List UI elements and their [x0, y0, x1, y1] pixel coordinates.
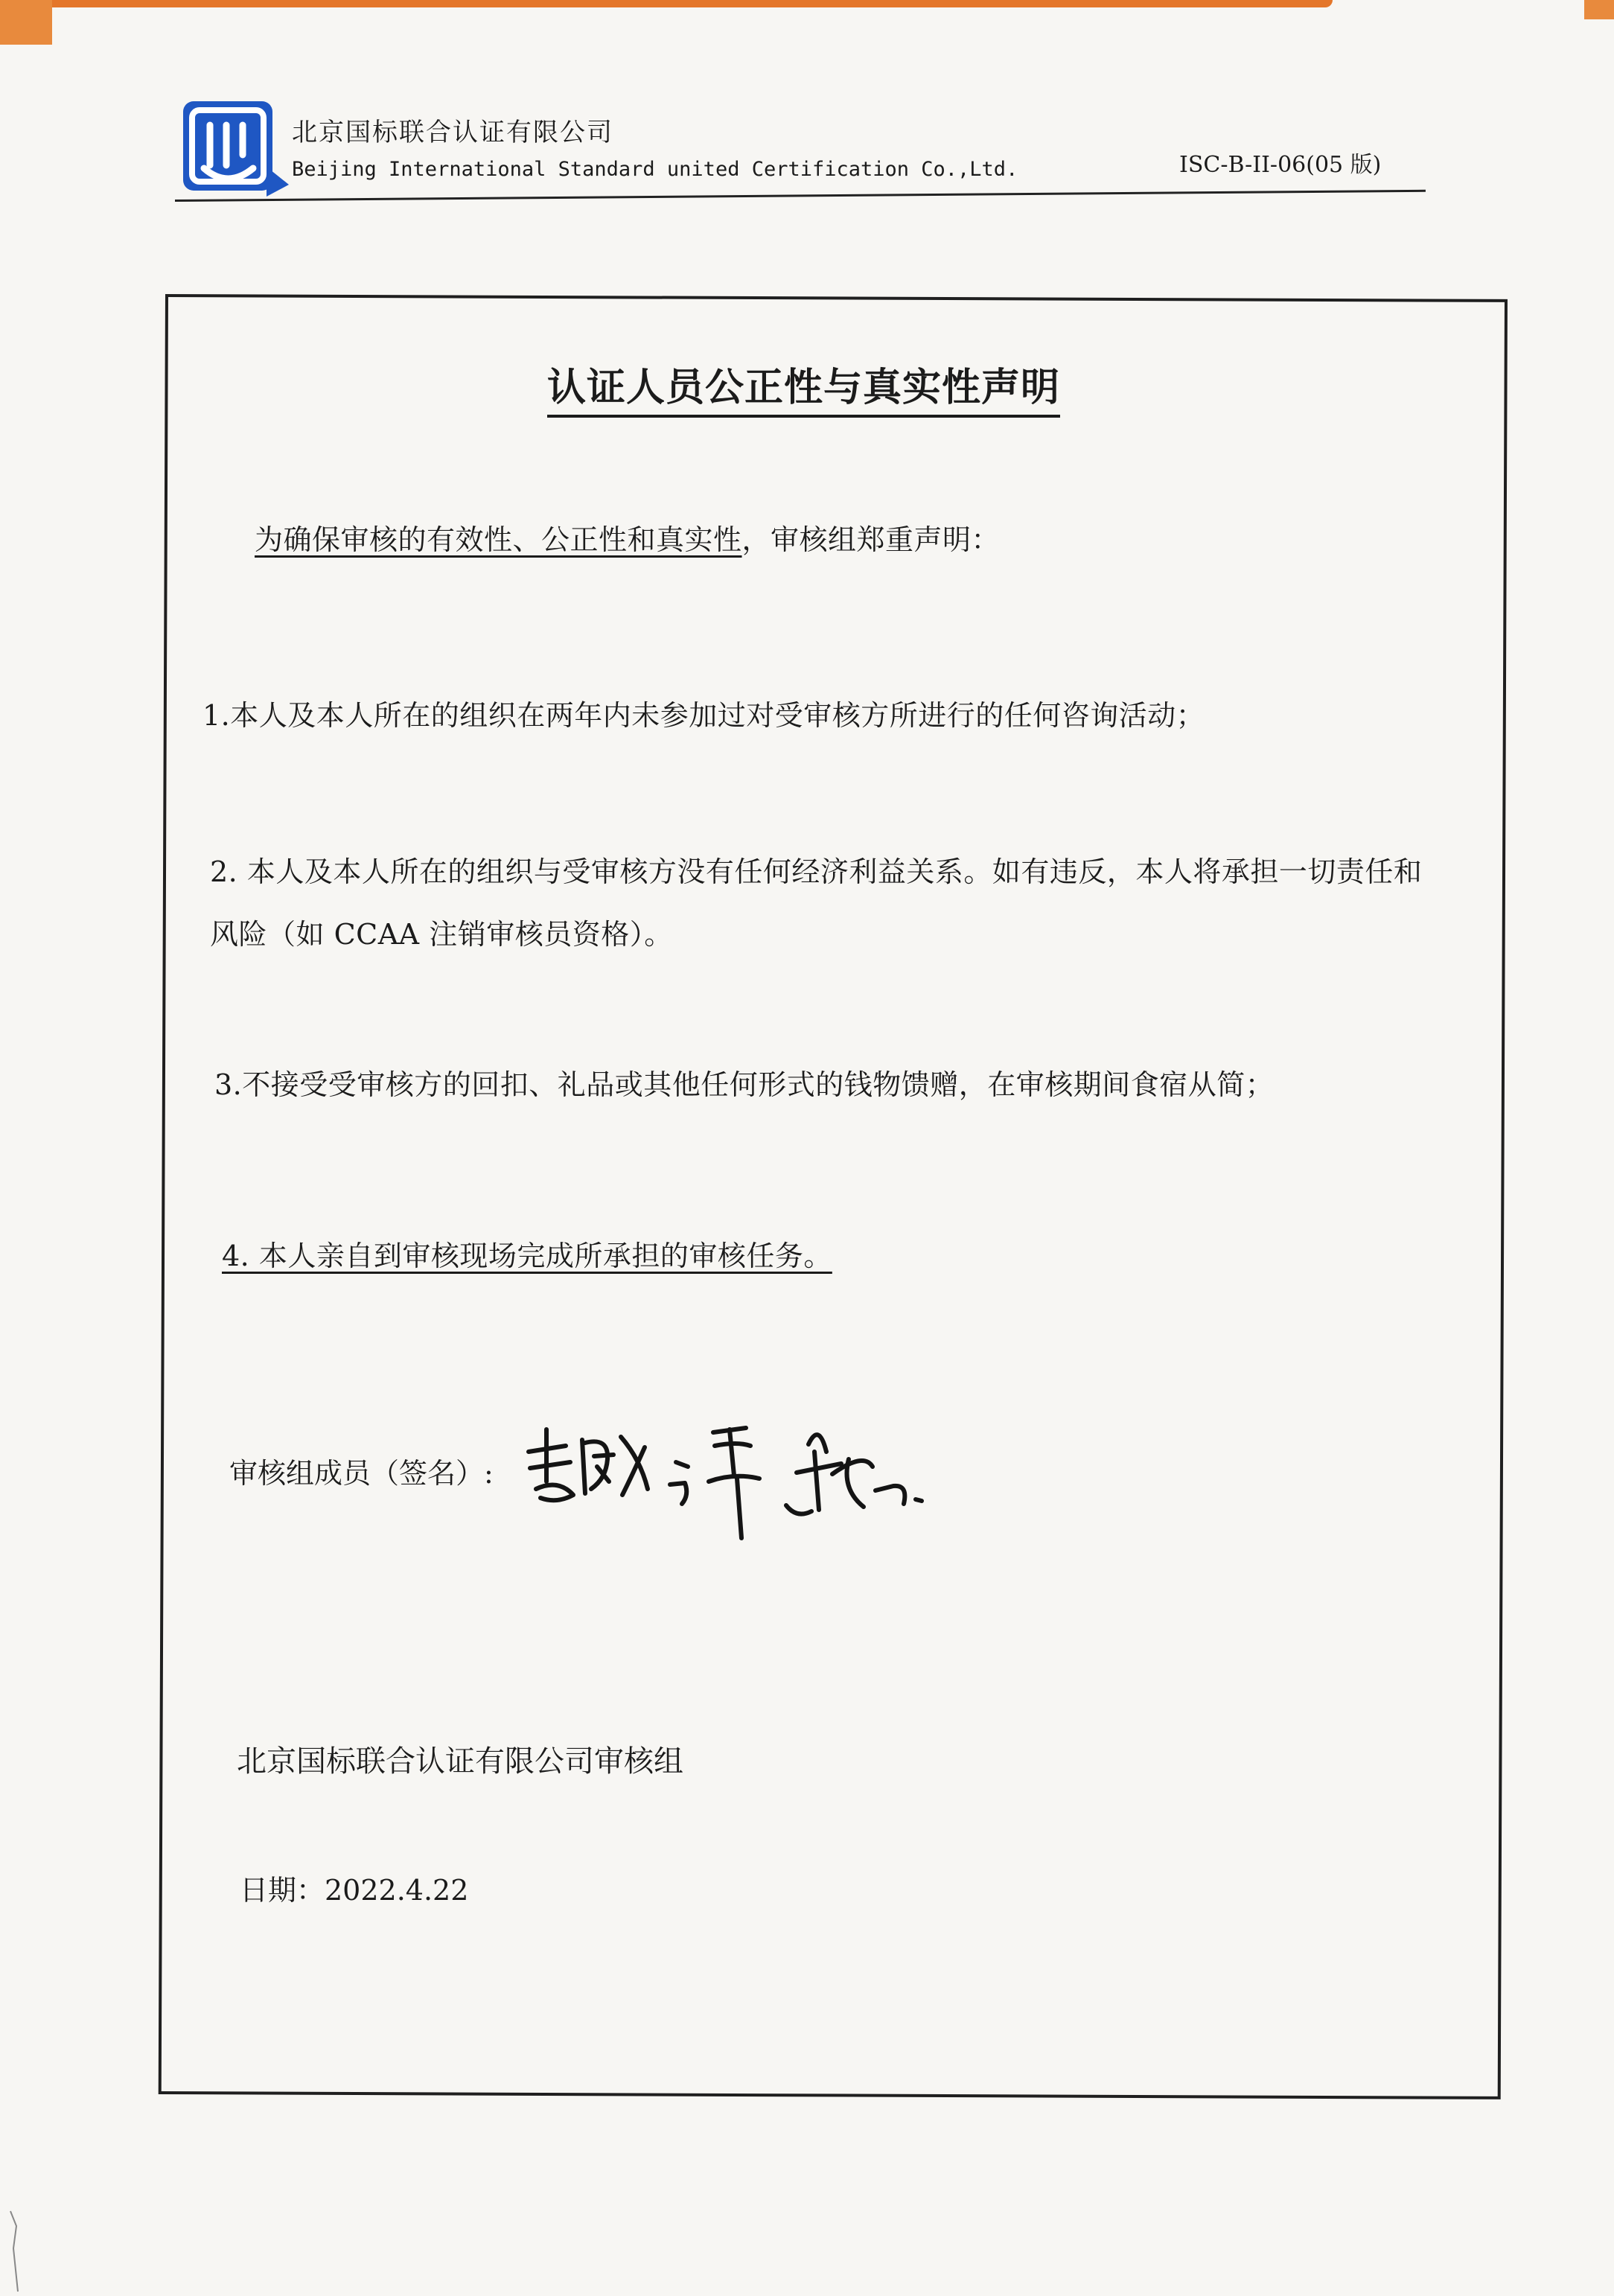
- handwritten-signatures: [514, 1407, 931, 1541]
- declaration-item-4: 4. 本人亲自到审核现场完成所承担的审核任务。: [222, 1240, 832, 1272]
- scan-corner-mark: [6, 2204, 24, 2293]
- company-name-en: Beijing International Standard united Certification Co.,Ltd.: [292, 158, 1018, 181]
- document-code: ISC-B-II-06(05 版): [1179, 152, 1382, 178]
- intro-underlined: 为确保审核的有效性、公正性和真实性: [255, 523, 742, 556]
- declaration-item-1: 1.本人及本人所在的组织在两年内未参加过对受审核方所进行的任何咨询活动；: [202, 699, 1205, 732]
- document-title: 认证人员公正性与真实性声明: [547, 356, 1060, 418]
- declaration-item-2-cont: 风险（如 CCAA 注销审核员资格）。: [210, 918, 673, 951]
- declaration-item-3: 3.不接受受审核方的回扣、礼品或其他任何形式的钱物馈赠，在审核期间食宿从简；: [214, 1068, 1275, 1101]
- company-name-cn: 北京国标联合认证有限公司: [292, 118, 613, 147]
- footer-company: 北京国标联合认证有限公司审核组: [237, 1744, 683, 1779]
- document-date: 日期：2022.4.22: [240, 1874, 469, 1907]
- signature-label: 审核组成员（签名）:: [229, 1457, 494, 1490]
- intro-statement: [255, 517, 1000, 558]
- isc-logo-icon: [179, 97, 290, 208]
- intro-rest: ，审核组郑重声明：: [741, 523, 1001, 556]
- declaration-item-2: 2. 本人及本人所在的组织与受审核方没有任何经济利益关系。如有违反，本人将承担一切责任和: [210, 855, 1423, 888]
- declaration-frame: [159, 294, 1508, 2099]
- scan-edge-strip: [0, 0, 1614, 40]
- header-divider: [175, 190, 1426, 202]
